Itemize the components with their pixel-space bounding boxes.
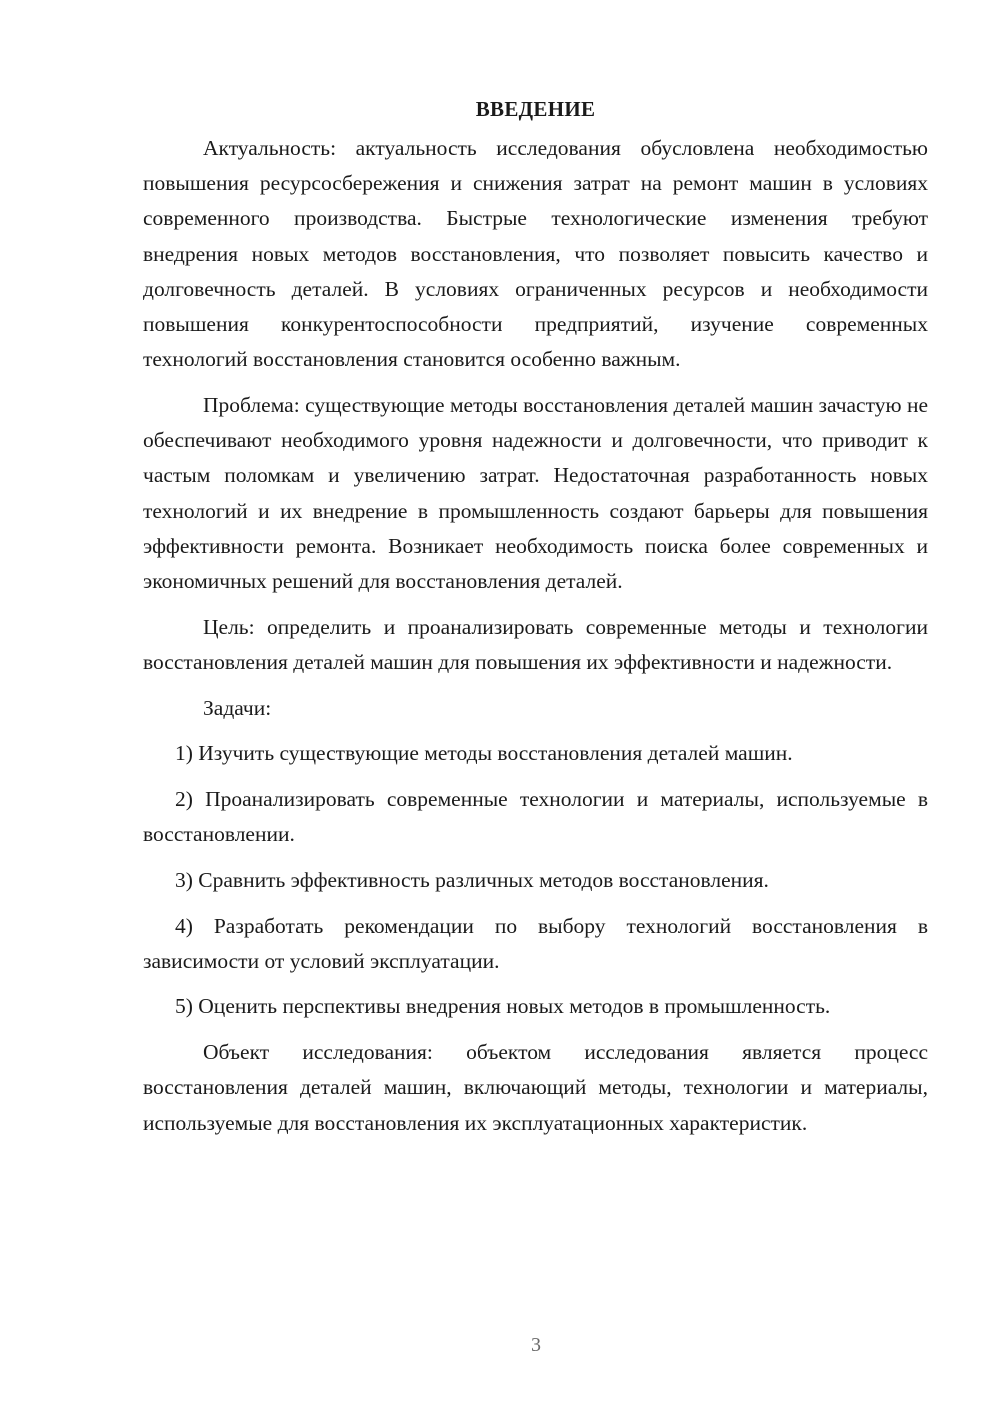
task-item: 3) Сравнить эффективность различных методов восстановления. [175, 867, 769, 892]
task-item: 4) Разработать рекомендации по выбору технологий восстановления в зависимости от условий эксплуатации. [143, 913, 928, 973]
task-item: 5) Оценить перспективы внедрения новых методов в промышленность. [175, 994, 831, 1019]
paragraph-goal: Цель: определить и проанализировать современные методы и технологии восстановления деталей машин для повышения их эффективности и надежности. [143, 614, 928, 674]
page-number: 3 [531, 1334, 541, 1356]
paragraph-object: Объект исследования: объектом исследования является процесс восстановления деталей машин, включающий методы, технологии и материалы, используемые для восстановления их эксплуатационных характеристик. [143, 1040, 928, 1135]
paragraph-relevance: Актуальность: актуальность исследования обусловлена необходимостью повышения ресурсосбережения и снижения затрат на ремонт машин в условиях современного производства. Быстрые технологические изменения требуют внедрения новых методов восстановления, что позволяет повысить качество и долговечность деталей. В условиях ограниченных ресурсов и необходимости повышения конкурентоспособности предприятий, изучение современных технологий восстановления становится особенно важным. [143, 136, 928, 372]
task-item: 1) Изучить существующие методы восстановления деталей машин. [175, 741, 793, 766]
page-content [143, 92, 928, 1151]
paragraph-problem: Проблема: существующие методы восстановления деталей машин зачастую не обеспечивают необходимого уровня надежности и долговечности, что приводит к частым поломкам и увеличению затрат. Недостаточная разработанность новых технологий и их внедрение в промышленность создают барьеры для повышения эффективности ремонта. Возникает необходимость поиска более современных и экономичных решений для восстановления деталей. [143, 392, 928, 593]
task-item: 2) Проанализировать современные технологии и материалы, используемые в восстановлении. [143, 786, 928, 847]
tasks-heading: Задачи: [203, 695, 272, 720]
page-title: ВВЕДЕНИЕ [475, 97, 596, 121]
